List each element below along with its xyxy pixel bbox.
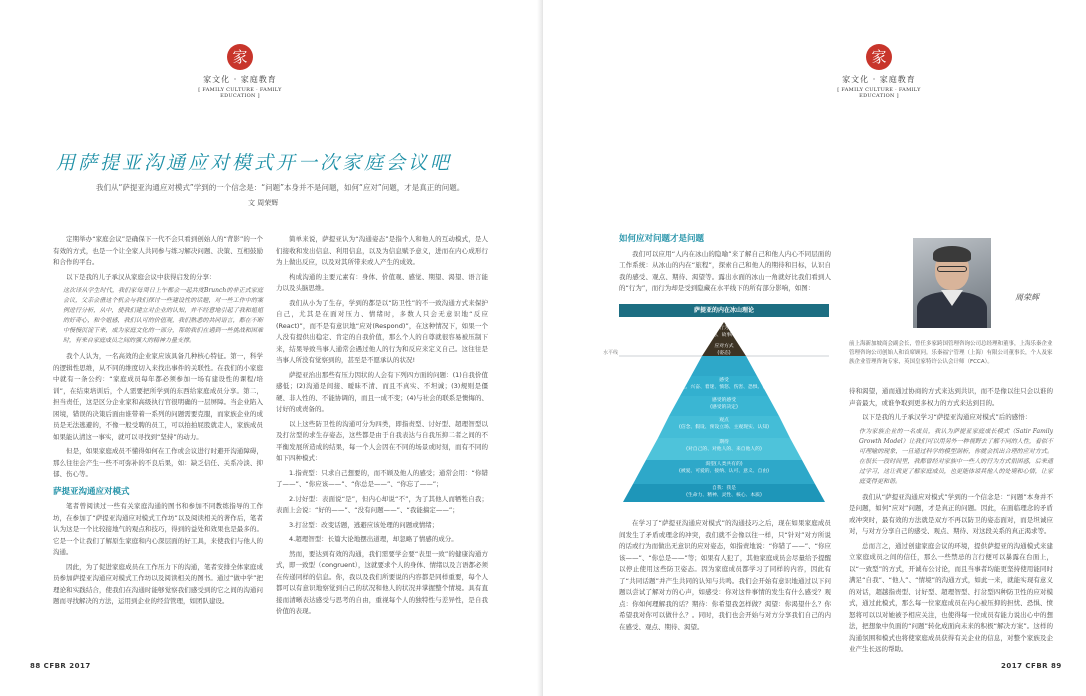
paragraph: 我们从“萨提亚沟通应对模式”学到的一个信念是：“问题”本身并不是问题，如何“应对”问题，才是真正的问题。因此，在面临理念的矛盾或冲突时，最有效的方法就是双方不再以防卫的姿态面对，而是坦诚应对，与对方分享自己的感受、观点、期待、对这段关系的真正渴求等。 bbox=[849, 492, 1053, 535]
article-subtitle: 我们从“萨提亚沟通应对模式”学到的一个信念是：“问题”本身并不是问题，如何“应对”问题，才是真正的问题。 bbox=[96, 183, 465, 192]
layer-coping: 应对方式 (姿态) bbox=[714, 344, 734, 356]
paragraph: 待和渴望，通而通过协商的方式来达到共识，而不是像以往只会以谁的声音最大，或谁争取到更多权力的方式来达到目的。 bbox=[849, 387, 1053, 407]
logo-chinese-text: 家文化 · 家庭教育 bbox=[842, 75, 916, 84]
pyramid-layer bbox=[691, 356, 757, 376]
quote-block: 作为家族企业的一名成员，我认为萨提亚家庭成长模式（Satir Family Growth Model）让我们可以用另外一种视野去了解不同的人性，看似不可理喻的现象，一旦通过科学的模型剖析，你就会找出合理的应对方式。在很长一段时间里，我都曾经对家族中一些人的行为方式很困惑，后来通过学习，这让我更了解家庭成员，也更能体谅其他人的处境和心情，让家庭变得更和谐。 bbox=[859, 427, 1053, 485]
article-author: 文 周荣辉 bbox=[248, 199, 279, 207]
article-title: 用萨提亚沟通应对模式开一次家庭会议吧 bbox=[56, 152, 453, 174]
section-heading: 萨提亚沟通应对模式 bbox=[53, 486, 130, 497]
layer-behavior: 行为 (行动、故事内容) bbox=[705, 326, 743, 338]
right-column-1-continued bbox=[619, 518, 831, 636]
paragraph: 但是，如果家庭成员不懂得如何在工作或会议进行时避开沟通障碍，那么往往会产生一些不可弥补的不良后果，如：缺乏信任、关系冷淡、抑郁、伤心等。 bbox=[53, 447, 263, 478]
right-column-1 bbox=[619, 234, 831, 298]
author-photo bbox=[913, 238, 991, 328]
page-number-left: 88 CFBR 2017 bbox=[30, 662, 91, 670]
logo-english-text: [ FAMILY CULTURE · FAMILY EDUCATION ] bbox=[198, 87, 282, 99]
list-item: 4.超理智型：长篇大论地摆出道理，却忽略了情感的成分。 bbox=[289, 535, 458, 543]
quote-block: 这次译从学生时代，我们家每周日上午都会一起共度Brunch的非正式家庭会议，父亲会借这个机会与我们探讨一些建设性的话题，对一些工作中的案例进行分析，从中，使我们建立对企业的认知，并不经意地引起了我和姐姐的好奇心，和令姐感，我们认可的价值观，我们熟悉的共同语言，都在不断中慢慢沉淀下来，成为家庭文化的一部分，帮助我们在遇到一些挑战和困难时，有来自家庭成员之间的强大的精神力量支撑。 bbox=[63, 287, 263, 344]
iceberg-diagram bbox=[619, 304, 829, 504]
list-item: 2.讨好型：表面说“是”，但内心却说“不”，为了其他人而牺牲自我；表面上会说：“好的——”、“没有问题——”、“我能搞定——”； bbox=[276, 494, 488, 514]
paragraph: 我们从小为了生存，学到的都是以“防卫性”的不一致沟通方式来保护自己，尤其是在面对压力、情绪时，多数人只会无意识地“反应(React)”，而不是有意识地“应对(Respond)”，在这种情况下，如果一个人没有提供出稳定、肯定的自我价值，那么个人的自尊就很容易被压制下来，结果导致当事人通常会遇过他人的行为和反应来定义自己。这往往是当事人所没有觉察到的，甚至是不愿承认的状况! bbox=[276, 298, 488, 364]
paragraph: 以下是我的儿子承汉从家庭会议中获得启发的分享： bbox=[66, 272, 216, 281]
layer-feelings-about-feelings: 感受的感受 (感受的决定) bbox=[710, 398, 738, 410]
author-signature: 周荣辉 bbox=[1015, 293, 1039, 302]
layer-self: 自我：我是 (生命力、精神、灵性、核心、本质) bbox=[686, 486, 762, 498]
logo-english-text: [ FAMILY CULTURE · FAMILY EDUCATION ] bbox=[837, 87, 921, 99]
family-seal-icon: 家 bbox=[866, 44, 892, 70]
logo-chinese-text: 家文化 · 家庭教育 bbox=[203, 75, 277, 84]
author-bio: 前上海新加坡商会副会长，曾任多家跨国管理咨询公司总经理和董事，上海乐秦企业管理咨询公司创始人和首席顾问。乐秦福宁管理（上海）有限公司董事长，个人及家族企业管理咨询专家，英国皇家特许公认会计师（FCCA）。 bbox=[849, 341, 1053, 365]
waterline-label: 水平线 bbox=[603, 350, 619, 356]
left-column-1 bbox=[53, 234, 263, 611]
header-logo bbox=[819, 44, 939, 99]
list-item: 3.打岔型：改变话题，逃避应该处理的问题或情绪； bbox=[289, 520, 439, 529]
paragraph: 因此，为了促进家庭成员在工作压力下的沟通，笔者安排全体家庭成员参加萨提亚沟通应对模式工作坊以及阅读相关的图书。通过“做中学”把理论和实践结合，使我们在沟通时能够觉察我们感受到的它之间的沟通问题而寻找解决的方法，运用到企业的经营管理，如团队建设。 bbox=[53, 562, 263, 605]
list-item: 1.指责型：只求自己想要的，而不顾及他人的感受；通常会用：“你错了——”、“你应该——”、“你总是——”、“你忘了——”； bbox=[276, 468, 488, 488]
page-number-right: 2017 CFBR 89 bbox=[1001, 662, 1062, 670]
layer-yearnings: 渴望(人类共有的) (被爱、可爱的、接纳、认可、意义、自由) bbox=[678, 462, 770, 474]
paragraph: 以上这些防卫性的沟通可分为四类，即指责型、讨好型、超理智型以及打岔型的求生存姿态，这些都是由于自我表达与自我压抑二者之间的不平衡发展所造成的结果，每一个人会因在不同的场景或时刻，而有不同的如下四种模式： bbox=[276, 419, 488, 462]
paragraph: 我个人认为，一名高效的企业家应该具备几种核心特征。第一，科学的逻辑性思维，从不同的维度切入来找出事件的关联性。在我们的小家庭中就有一条公约：“家庭成员每年都必须参加一场有建设性的课程/培训”，在结束培训后，个人需要把所学到的东西给家庭成员分享。第二，担当责任，这是区分企业家和高级执行官很明确的一层屏障。当企业陷入困境，错误的决策后面由谁带着一系列的问题需要克服，而家族企业的成员是无法逃避的，不像一般受聘的员工，可以拍拍屁股就走人，家族成员如果能认清这一事实，就可以寻找到“坚持”的动力。 bbox=[53, 352, 263, 441]
paragraph: 笔者曾阅读过一些有关家庭沟通的图书和参加不同教练指导的工作坊，在参加了“萨提亚沟通应对模式工作坊”以及阅读相关的著作后，笔者认为这是一个比较接地气的观点和技巧，得到的益处和效果也是最多的。它是一个让我们了解原生家庭和内心深层面的好工具，来使我们与他人的沟通。 bbox=[53, 502, 263, 556]
header-logo bbox=[180, 44, 300, 99]
paragraph: 总而言之，通过创建家庭会议的环境，提供萨提亚的沟通模式来建立家庭成员之间的信任，那么一些禁忌的言行便可以暴露在台面上，以“一致型”的方式，开诚布公讨论，而且当事者均能更坚持使用能同时满足“自我”、“他人”、“情境”的沟通方式，如此一来，就能实现有意义的对话，超越指责型、讨好型、超理智型、打岔型四种防卫性的应对模式，通过此模式，那么每一位家庭成员在内心被压抑的担忧、恐惧、愤怒将可以以对她被予相应关注，也使得每一位成员有能力说出心中的想法，把想象中负面的“问题”转化成面向未来的积极“解决方案”。这样的沟通氛围和模式也将使家庭成员获得有关企业的信息，对整个家族及企业产生长远的帮助。 bbox=[849, 541, 1053, 653]
paragraph: 在学习了“萨提亚沟通应对模式”的沟通技巧之后，现在如果家庭成员间发生了矛盾或理念的冲突，我们就不会像以往一样，只“针对”对方所说的话或行为而做出无意识的应对姿态，如指责地说：“你错了——”、“你应该——”、“你总是——”等；如果有人犯了，其他家庭成员会尽量给予提醒以停止使用这些防卫姿态。因为家庭成员都学习了同样的内容，因此有了“共同话题”并产生共同的认知与共鸣。我们会开始有意识地通过以下问题以尝试了解对方的心声，如感受：你对这件事情的发生有什么感受？观点：你如何理解我的话？期待：你希望我怎样做？渴望：你渴望什么？你希望我对你可以做什么？。同时，我们也会开始与对方分享我们自己的内在感受、观点、期待、渴望。 bbox=[619, 519, 831, 631]
left-column-2 bbox=[276, 234, 488, 621]
paragraph: 然而，要达到有效的沟通，我们需要学会要“表里一致”的健康沟通方式，即一致型（congruent），这就要求个人的身体、情绪以及言语都必须在传递同样的信息。你，我以及我们所要说的内容都是同样重要，每个人都可以有意识地察觉到自己的状况和他人的状况并掌握整个情境。具有直接而清晰表达感受与思考的自由，重视每个人的独特性与差异性，是自我价值的表现。 bbox=[276, 549, 489, 615]
right-column-2 bbox=[849, 386, 1053, 659]
paragraph: 定期举办“家庭会议”是确保下一代不会只看到创始人的“背影”的一个有效的方式，也是一个让全家人共同参与练习解决问题、决策、互相鼓励和合作的平台。 bbox=[53, 235, 263, 266]
layer-expectations: 期待 (对自己的、对他人的、来自他人的) bbox=[686, 440, 762, 452]
paragraph: 萨提亚治出那些有压力因状的人会有下列四方面的问题：(1)自我价值感低；(2)沟通是间接、暧昧不清、而且不真实、不坦诚；(3)规则是僵硬、非人性的、不能协调的，而且一成不变；(4)与社会的联系是懊悔的、讨好的或责备的。 bbox=[276, 370, 488, 413]
paragraph: 构成沟通的主要元素有：身体、价值观、感觉、期望、渴望、语言能力以及头脑思维。 bbox=[276, 272, 488, 292]
family-seal-icon: 家 bbox=[227, 44, 253, 70]
paragraph: 以下是我的儿子承汉学习“萨提亚沟通应对模式”后的感悟： bbox=[862, 413, 1032, 421]
paragraph: 简单来说，萨提亚认为“沟通姿态”是指个人和他人的互动模式，是人们接收和发出信息、利用信息，以及为信息赋予意义，进而在内心成形行为上做出反应，以及对其所带来或人产生的成效。 bbox=[276, 235, 488, 266]
layer-feelings: 感受 (喜悦、兴奋、着迷、愤怒、伤害、恐惧、忧伤) bbox=[674, 378, 774, 390]
section-heading: 如何应对问题才是问题 bbox=[619, 234, 705, 244]
paragraph: 我们可以应用“人内在冰山的隐喻”来了解自己和他人内心不同层面的工作系统：从冰山的内在“旅程”，探索自己和他人的期待和目标，认识自我的感受、观点、期待、渴望等。露出水面的冰山一角就好比我们看到人的“行为”，而行为却是受到隐藏在水平线下的所有部分影响，如图： bbox=[619, 249, 831, 292]
right-page bbox=[543, 0, 1086, 696]
layer-perceptions: 观点 (信念、假设、预设立场、主观现实、认知) bbox=[678, 418, 770, 430]
diagram-title: 萨提亚的内在冰山理论 bbox=[619, 304, 829, 317]
